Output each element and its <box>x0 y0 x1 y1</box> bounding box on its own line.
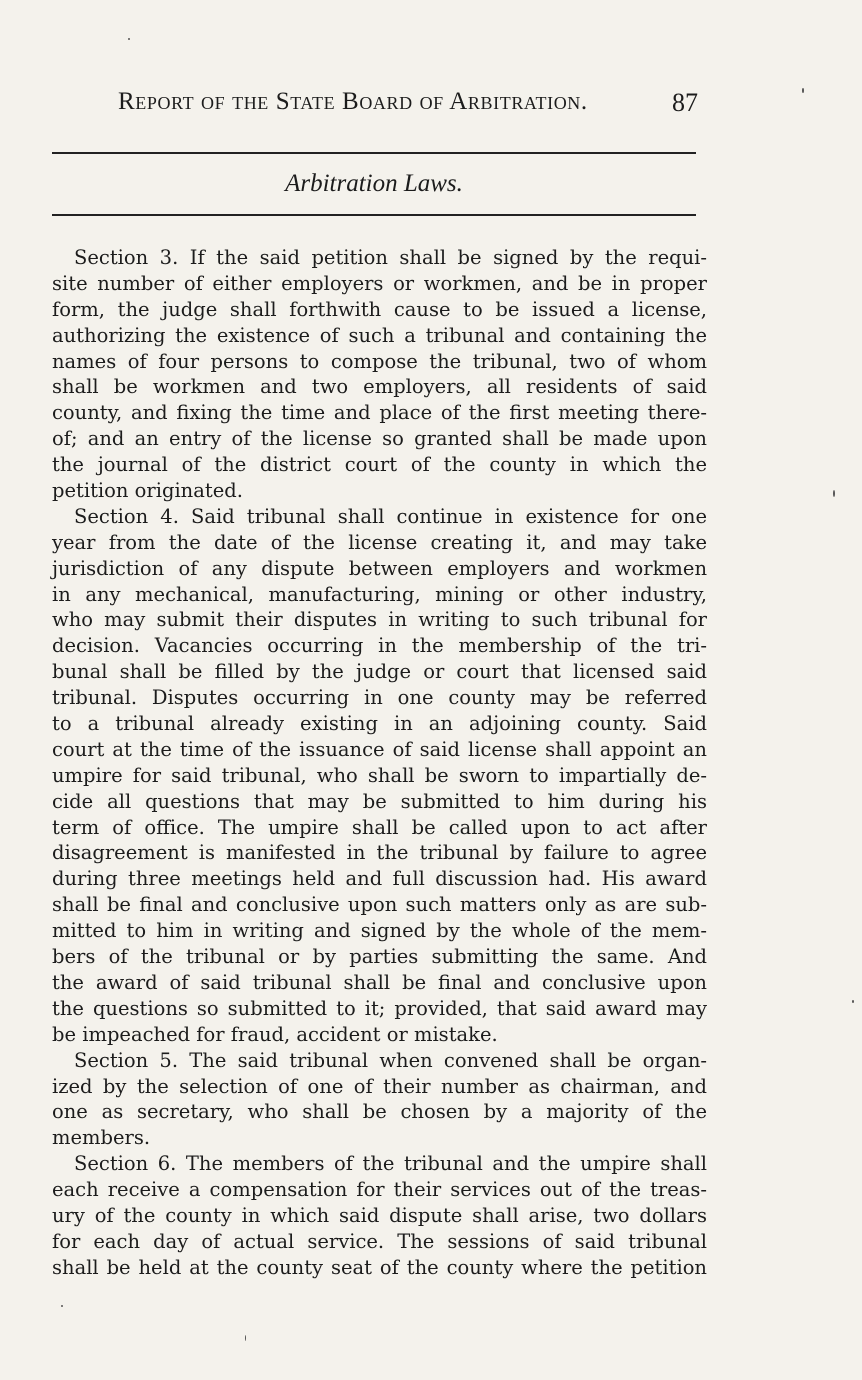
text-line: petition originated. <box>52 479 243 503</box>
text-line: site number of either employers or workmen, and be in proper <box>52 271 707 295</box>
scan-speck <box>833 490 835 497</box>
text-line: bers of the tribunal or by parties submitting the same. And <box>52 945 707 969</box>
text-line: county, and fixing the time and place of the first meeting there- <box>52 401 707 425</box>
text-line: cide all questions that may be submitted to him during his <box>52 789 707 813</box>
text-line: disagreement is manifested in the tribunal by failure to agree <box>52 841 707 865</box>
text-line: Section 6. The members of the tribunal and the umpire shall <box>74 1152 707 1176</box>
text-line: to a tribunal already existing in an adjoining county. Said <box>52 712 707 736</box>
text-line: year from the date of the license creating it, and may take <box>52 530 707 554</box>
scan-speck <box>852 1000 854 1003</box>
body-text <box>52 245 707 1281</box>
scan-speck <box>128 38 130 40</box>
text-line: each receive a compensation for their services out of the treas- <box>52 1178 707 1202</box>
text-line: in any mechanical, manufacturing, mining or other industry, <box>52 582 707 606</box>
text-line: members. <box>52 1126 151 1150</box>
text-line: court at the time of the issuance of said license shall appoint an <box>52 737 707 761</box>
text-line: tribunal. Disputes occurring in one county may be referred <box>52 686 707 710</box>
text-line: the questions so submitted to it; provided, that said award may <box>52 996 707 1020</box>
text-line: shall be final and conclusive upon such matters only as are sub- <box>52 893 707 917</box>
text-line: shall be workmen and two employers, all residents of said <box>52 375 707 399</box>
text-line: names of four persons to compose the tribunal, two of whom <box>52 349 707 373</box>
scan-speck <box>245 1335 246 1341</box>
text-line: jurisdiction of any dispute between employers and workmen <box>52 556 707 580</box>
text-line: the award of said tribunal shall be final and conclusive upon <box>52 970 707 994</box>
text-line: for each day of actual service. The sessions of said tribunal <box>52 1229 707 1253</box>
text-line: form, the judge shall forthwith cause to be issued a license, <box>52 297 707 321</box>
text-line: Section 3. If the said petition shall be signed by the requi- <box>74 246 707 269</box>
page-number: 87 <box>672 88 698 117</box>
text-line: during three meetings held and full discussion had. His award <box>52 867 707 891</box>
scan-speck <box>802 88 804 93</box>
text-line: decision. Vacancies occurring in the membership of the tri- <box>52 634 707 658</box>
text-line: mitted to him in writing and signed by the whole of the mem- <box>52 919 707 943</box>
section-heading: Arbitration Laws. <box>285 170 463 197</box>
running-head <box>52 88 698 128</box>
text-line: ized by the selection of one of their number as chairman, and <box>52 1074 707 1098</box>
text-line: be impeached for fraud, accident or mistake. <box>52 1022 498 1046</box>
text-line: term of office. The umpire shall be called upon to act after <box>52 815 707 839</box>
text-line: one as secretary, who shall be chosen by a majority of the <box>52 1100 707 1124</box>
bottom-rule <box>52 214 696 216</box>
text-line: umpire for said tribunal, who shall be sworn to impartially de- <box>52 763 707 787</box>
text-line: Section 5. The said tribunal when convened shall be organ- <box>74 1048 707 1072</box>
text-line: of; and an entry of the license so granted shall be made upon <box>52 427 707 451</box>
text-line: authorizing the existence of such a tribunal and containing the <box>52 323 707 347</box>
text-line: Section 4. Said tribunal shall continue in existence for one <box>74 504 707 528</box>
scan-speck <box>61 1305 63 1307</box>
top-rule <box>52 152 696 154</box>
text-line: who may submit their disputes in writing to such tribunal for <box>52 608 707 632</box>
text-line: the journal of the district court of the county in which the <box>52 453 707 477</box>
text-line: ury of the county in which said dispute shall arise, two dollars <box>52 1203 707 1227</box>
text-line: bunal shall be filled by the judge or court that licensed said <box>52 660 707 684</box>
text-line: shall be held at the county seat of the county where the petition <box>52 1255 707 1279</box>
running-title: Report of the State Board of Arbitration. <box>118 88 588 115</box>
